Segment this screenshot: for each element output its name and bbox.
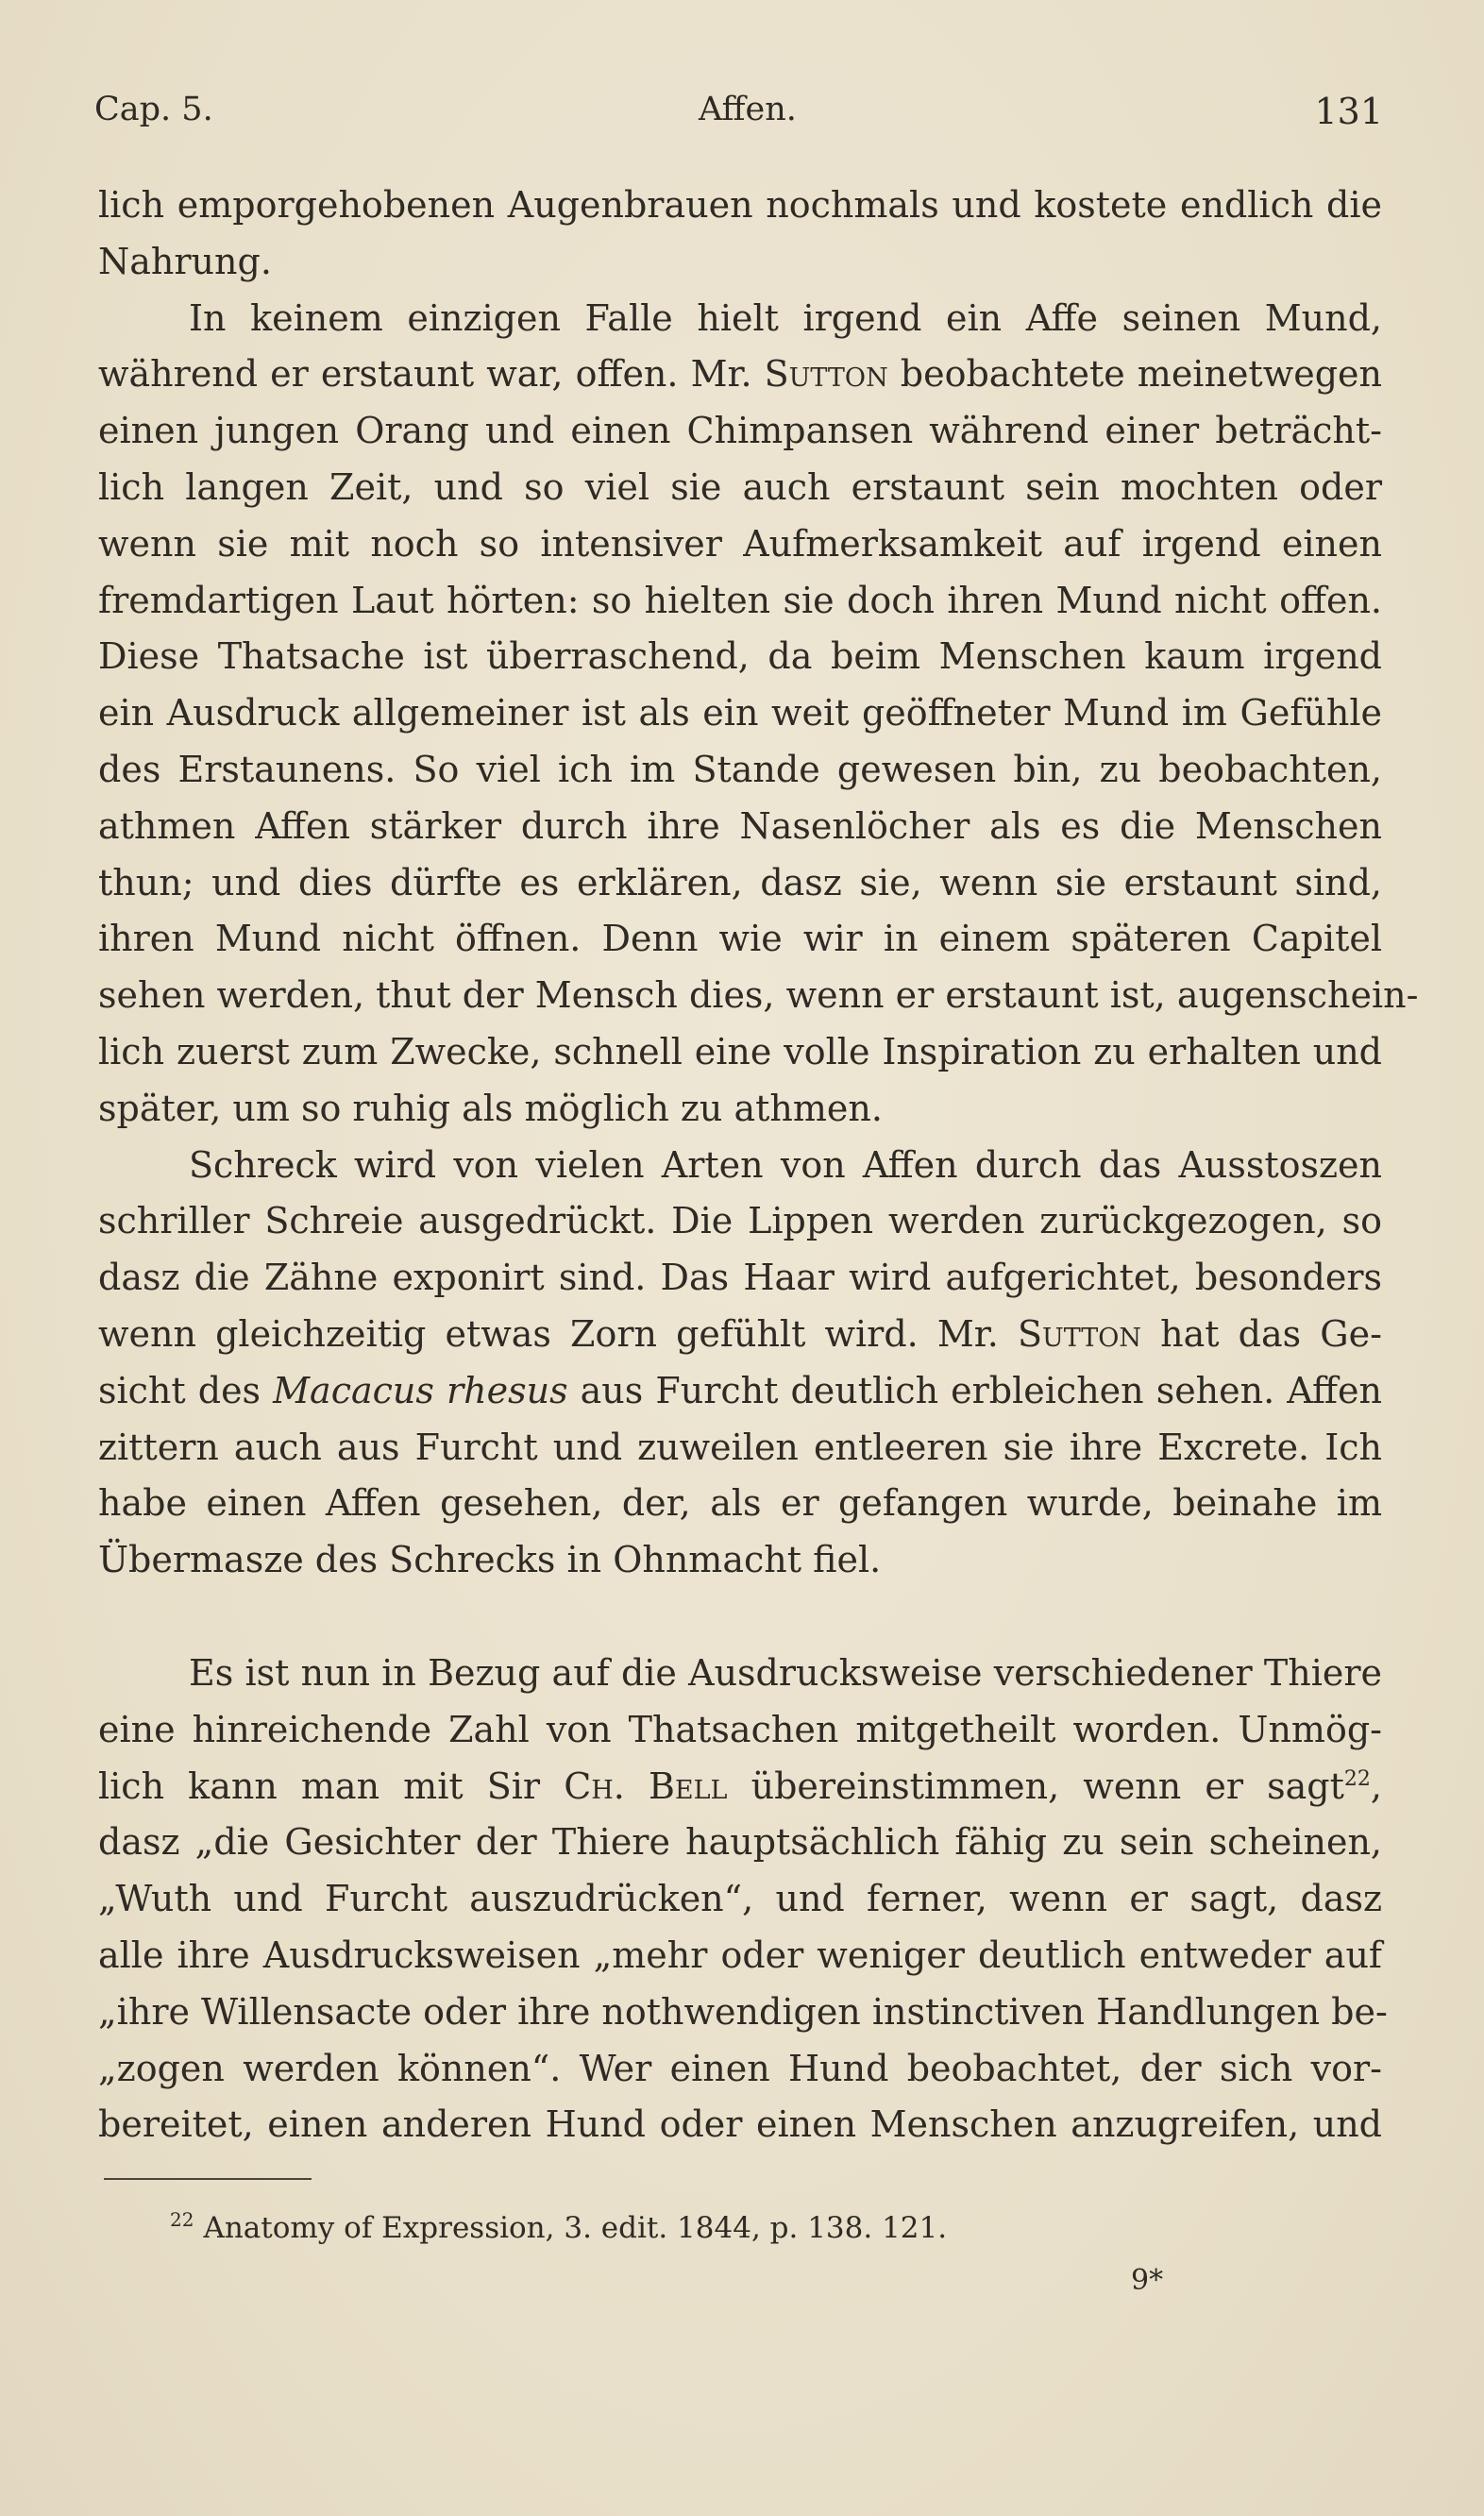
text-line: des Erstaunens. So viel ich im Stande gewesen bin, zu beobachten, (98, 748, 1382, 790)
footnote (170, 2208, 948, 2245)
text-line: Diese Thatsache ist überraschend, da beim Menschen kaum irgend (98, 635, 1382, 678)
text-segment: sicht des (98, 1369, 261, 1411)
text-line (98, 346, 1382, 403)
printer-signature: 9* (1131, 2264, 1164, 2297)
text-line: dasz die Zähne exponirt sind. Das Haar wird aufgerichtet, besonders (98, 1257, 1382, 1299)
paragraph-start: Schreck wird von vielen Arten von Affen durch das Ausstoszen (189, 1143, 1382, 1186)
text-line: später, um so ruhig als möglich zu athmen. (98, 1087, 883, 1129)
text-segment: , (1370, 1765, 1382, 1807)
text-line: ihren Mund nicht öffnen. Denn wie wir in einem späteren Capitel (98, 918, 1382, 960)
text-line: einen jungen Orang und einen Chimpansen während einer beträcht- (98, 410, 1382, 452)
paragraph-start: Es ist nun in Bezug auf die Ausdrucksweise verschiedener Thiere (189, 1651, 1382, 1694)
text-segment: Mr. (690, 353, 752, 396)
text-segment: lich kann man mit Sir (98, 1765, 541, 1807)
footnote-reference[interactable]: 22 (1343, 1766, 1371, 1791)
text-segment: übereinstimmen, wenn er sagt (750, 1765, 1344, 1807)
text-line: „Wuth und Furcht auszudrücken“, und ferner, wenn er sagt, dasz (98, 1878, 1382, 1920)
text-line: „ihre Willensacte oder ihre nothwendigen instinctiven Handlungen be- (98, 1990, 1388, 2033)
section-gap (98, 1589, 1382, 1646)
text-line: ein Ausdruck allgemeiner ist als ein weit geöffneter Mund im Gefühle (98, 692, 1382, 735)
text-line: bereitet, einen anderen Hund oder einen Menschen anzugreifen, und (98, 2103, 1382, 2146)
text-line: zittern auch aus Furcht und zuweilen entleeren sie ihre Excrete. Ich (98, 1426, 1382, 1468)
running-title: Affen. (699, 91, 797, 128)
text-line: dasz „die Gesichter der Thiere hauptsächlich fähig zu sein scheinen, (98, 1821, 1382, 1864)
footnote-divider (104, 2178, 312, 2180)
text-line: Übermasze des Schrecks in Ohnmacht fiel. (98, 1539, 882, 1581)
text-segment: während er erstaunt war, offen. (98, 353, 679, 396)
text-line: schriller Schreie ausgedrückt. Die Lippen werden zurückgezogen, so (98, 1200, 1382, 1242)
chapter-label: Cap. 5. (94, 91, 213, 128)
text-line: thun; und dies dürfte es erklären, dasz sie, wenn sie erstaunt sind, (98, 861, 1382, 903)
text-line: lich emporgehobenen Augenbrauen nochmals und kostete endlich die (98, 184, 1382, 226)
text-line: habe einen Affen gesehen, der, als er gefangen wurde, beinahe im (98, 1482, 1382, 1525)
text-line (98, 1363, 1382, 1420)
page-number: 131 (1314, 91, 1383, 132)
text-line (98, 1307, 1382, 1363)
text-line: lich langen Zeit, und so viel sie auch erstaunt sein mochten oder (98, 465, 1382, 508)
text-line: lich zuerst zum Zwecke, schnell eine volle Inspiration zu erhalten und (98, 1030, 1382, 1072)
paragraph-start: In keinem einzigen Falle hielt irgend ein Affe seinen Mund, (189, 296, 1382, 339)
text-line: athmen Affen stärker durch ihre Nasenlöcher als es die Menschen (98, 804, 1382, 847)
text-line: alle ihre Ausdrucksweisen „mehr oder weniger deutlich entweder auf (98, 1933, 1382, 1976)
text-line: sehen werden, thut der Mensch dies, wenn er erstaunt ist, augenschein- (98, 974, 1419, 1017)
running-header (94, 91, 1383, 138)
text-line: Nahrung. (98, 240, 272, 282)
person-name: Ch. Bell (564, 1765, 728, 1807)
footnote-text: Anatomy of Expression, 3. edit. 1844, p. 138. 121. (203, 2211, 948, 2245)
text-segment: aus Furcht deutlich erbleichen sehen. Affen (580, 1369, 1382, 1411)
text-line: fremdartigen Laut hörten: so hielten sie doch ihren Mund nicht offen. (98, 579, 1382, 621)
footnote-number: 22 (170, 2208, 194, 2231)
person-name: Sutton (764, 353, 888, 396)
main-text (98, 177, 1419, 2153)
text-line (98, 1759, 1382, 1815)
text-line: wenn sie mit noch so intensiver Aufmerksamkeit auf irgend einen (98, 522, 1382, 565)
text-segment: wenn gleichzeitig etwas Zorn gefühlt wird. Mr. (98, 1312, 999, 1355)
text-segment: beobachtete meinetwegen (900, 353, 1382, 396)
text-line: „zogen werden können“. Wer einen Hund beobachtet, der sich vor- (98, 2047, 1382, 2089)
text-segment: hat das Ge- (1160, 1312, 1382, 1355)
species-name: Macacus rhesus (273, 1369, 568, 1411)
person-name: Sutton (1017, 1312, 1142, 1355)
text-line: eine hinreichende Zahl von Thatsachen mitgetheilt worden. Unmög- (98, 1708, 1382, 1750)
